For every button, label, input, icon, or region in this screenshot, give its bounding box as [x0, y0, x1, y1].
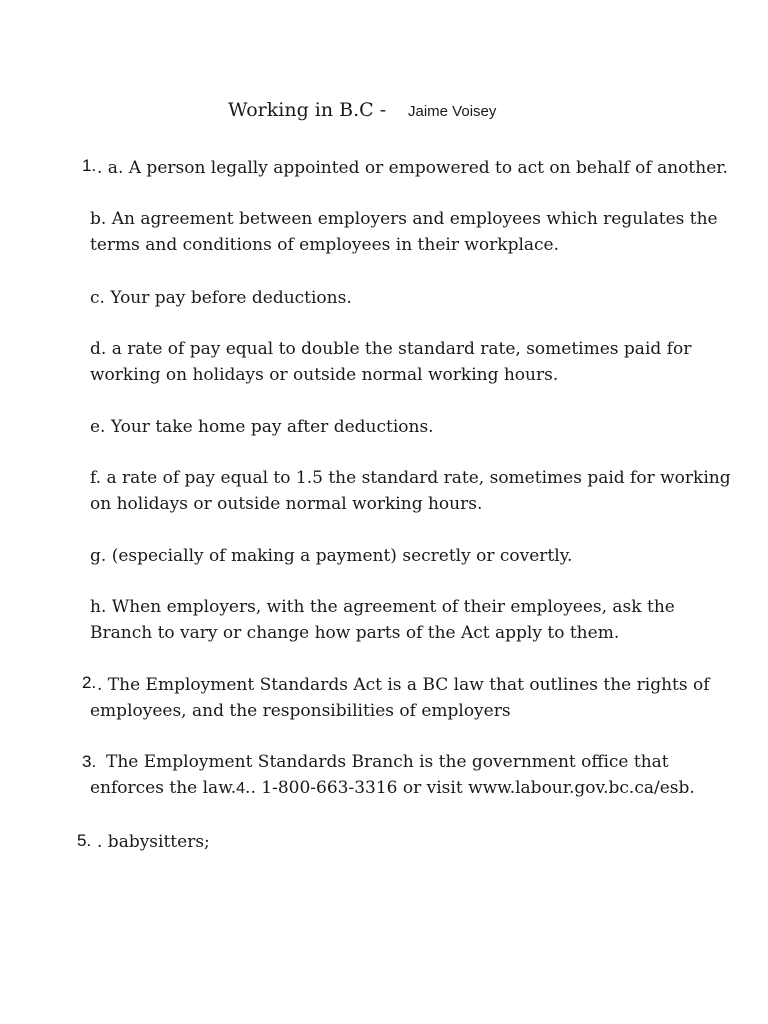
answer-1e: e. Your take home pay after deductions.: [90, 417, 434, 437]
answer-2-line1: . The Employment Standards Act is a BC law that outlines the rights of: [97, 675, 710, 695]
answer-1g: g. (especially of making a payment) secretly or covertly.: [90, 546, 573, 566]
answer-1d-line1: d. a rate of pay equal to double the standard rate, sometimes paid for: [90, 339, 692, 359]
answer-1h-line1: h. When employers, with the agreement of their employees, ask the: [90, 597, 675, 617]
answer-1a: . a. A person legally appointed or empowered to act on behalf of another.: [97, 158, 728, 178]
answer-1h-line2: Branch to vary or change how parts of the Act apply to them.: [90, 623, 620, 643]
question-number-1: 1.: [82, 156, 97, 175]
answer-1b-line1: b. An agreement between employers and employees which regulates the: [90, 209, 718, 229]
author-name: Jaime Voisey: [408, 103, 497, 120]
answer-4-text: .. 1-800-663-3316 or visit www.labour.gov.bc.ca/esb.: [245, 778, 695, 798]
answer-3-text: enforces the law.: [90, 778, 237, 798]
answer-1f-line2: on holidays or outside normal working hours.: [90, 494, 483, 514]
answer-1c: c. Your pay before deductions.: [90, 288, 352, 308]
answer-1f-line1: f. a rate of pay equal to 1.5 the standard rate, sometimes paid for working: [90, 468, 731, 488]
question-number-3: 3.: [82, 752, 97, 771]
page-title: Working in B.C -: [228, 99, 387, 121]
answer-1d-line2: working on holidays or outside normal working hours.: [90, 365, 559, 385]
question-number-2: 2.: [82, 673, 97, 692]
question-number-5: 5.: [77, 831, 92, 850]
answer-5: . babysitters;: [97, 832, 210, 852]
answer-3-line1: The Employment Standards Branch is the government office that: [106, 752, 669, 772]
answer-2-line2: employees, and the responsibilities of employers: [90, 701, 511, 721]
answer-1b-line2: terms and conditions of employees in their workplace.: [90, 235, 560, 255]
question-number-4: 4: [236, 780, 246, 797]
answer-3-line2: [90, 775, 710, 802]
